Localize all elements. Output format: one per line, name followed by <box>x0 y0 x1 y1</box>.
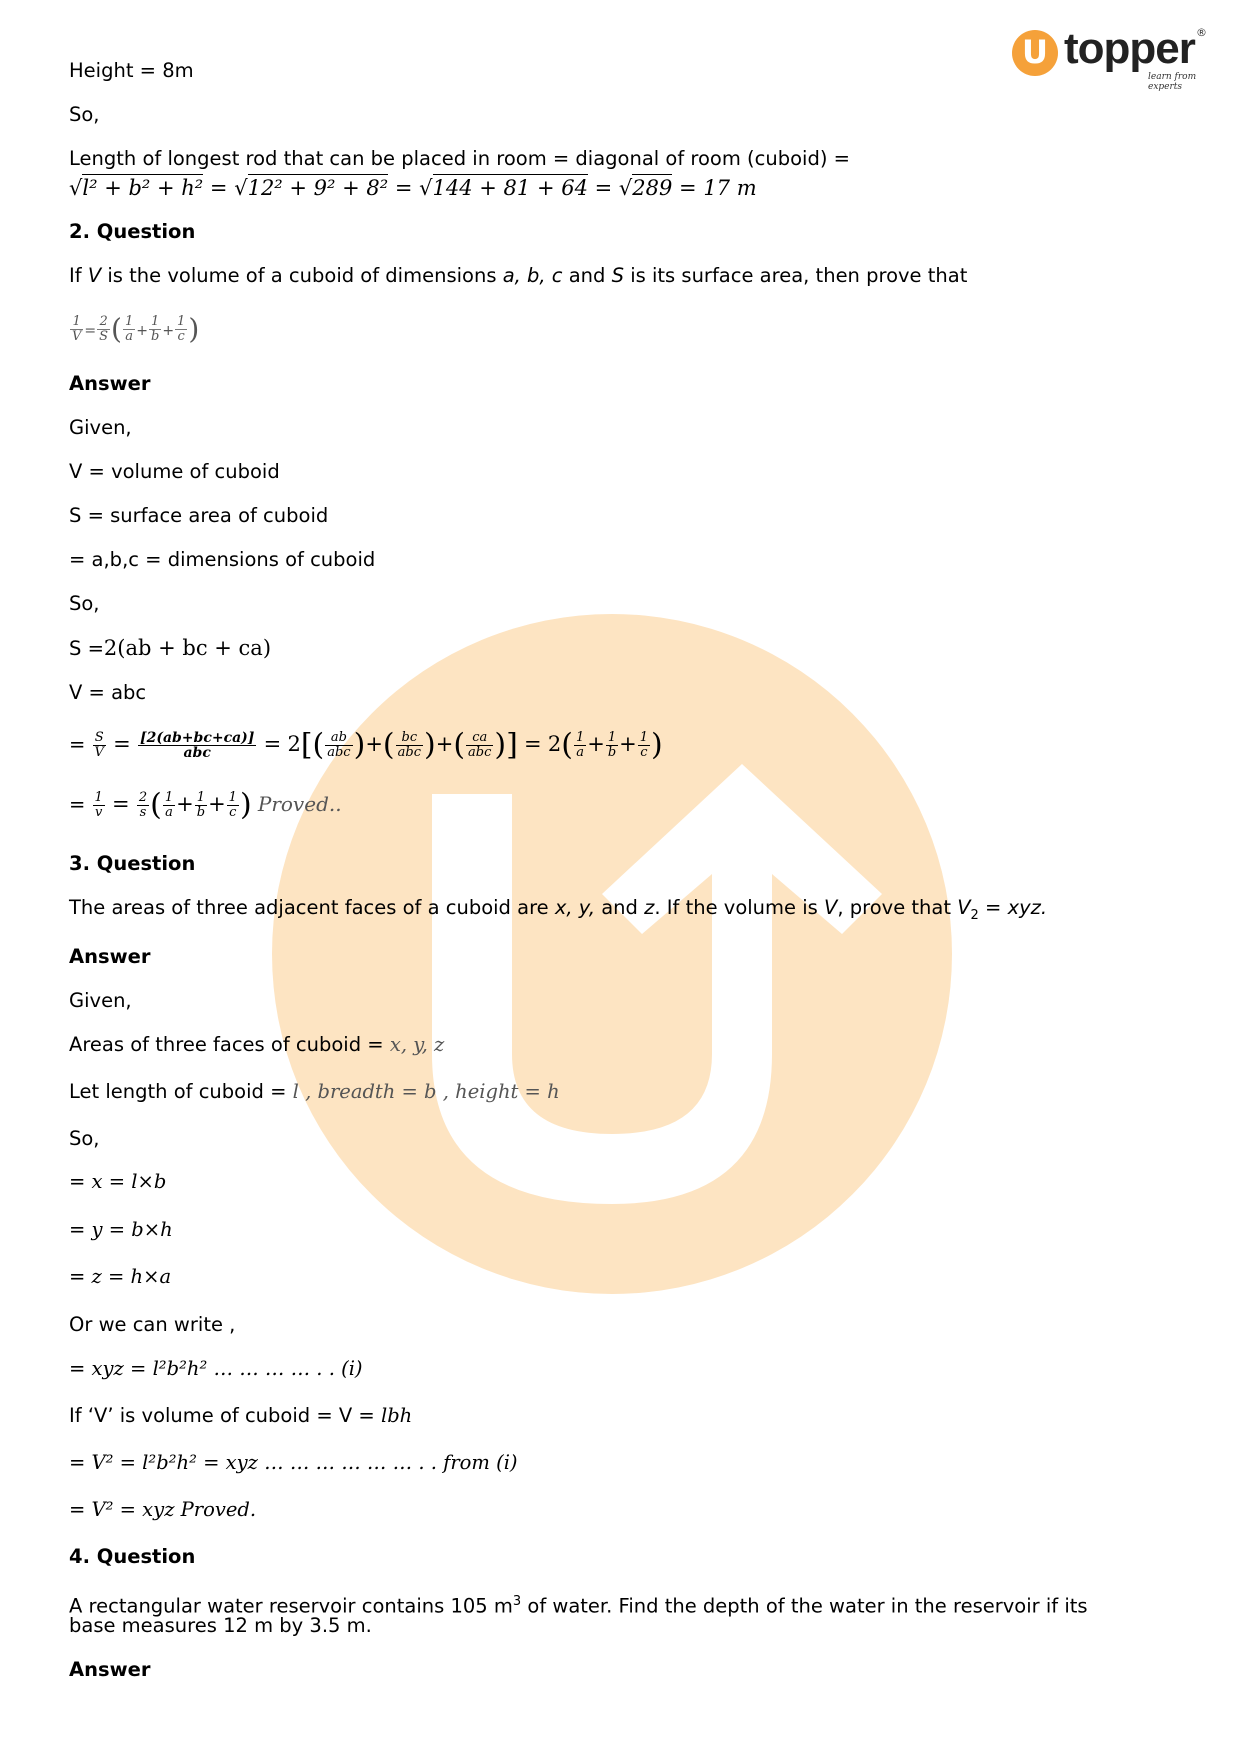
math-op: + <box>365 732 383 756</box>
den: S <box>99 329 109 344</box>
math-op: = <box>69 1265 86 1288</box>
eq-v2-line <box>69 1451 518 1475</box>
fraction <box>70 315 83 344</box>
fraction <box>606 731 618 760</box>
sqrt-sign: √ <box>419 176 433 200</box>
num: ab <box>325 731 352 746</box>
math-op: = <box>587 176 619 200</box>
math-expr: x, y, z <box>389 1033 445 1056</box>
text-run: Let length of cuboid = <box>69 1080 293 1103</box>
q2-text <box>69 264 967 288</box>
var-v: V <box>824 896 838 919</box>
text-run: If <box>69 264 88 287</box>
math-op: = <box>69 793 86 816</box>
sv-equation: = $\frac{S}{V}$ = $\frac{[2(ab+bc+ca)]}{\text{abc}}$ = 2[( $\frac{ab}{\text{abc}}$ )+( $\frac{bc}{\text{abc}}$ )+( $\frac{ca}{\text{abc}}$ )] = 2( $\frac{1}{a}$ + $\frac{1}{b}$ + $\frac{1}{c}$ ) <box>69 727 663 763</box>
text-run: is the volume of a cuboid of dimensions <box>101 264 503 287</box>
math-expr: 2(ab + bc + ca) <box>103 636 272 660</box>
den: c <box>640 745 648 760</box>
num: 1 <box>164 790 174 805</box>
math-op: + <box>208 792 226 816</box>
sqrt-sign: √ <box>69 176 83 200</box>
q3-heading: 3. Question <box>69 852 196 875</box>
sqrt-sign: √ <box>234 176 248 200</box>
math-op: + <box>619 732 637 756</box>
fraction <box>137 791 149 820</box>
math-expr: xyz = l²b²h² … … … … . . (i) <box>91 1357 363 1380</box>
text-run: is its surface area, then prove that <box>624 264 968 287</box>
var-xyz: xyz. <box>1007 896 1048 919</box>
var-v: V <box>87 264 102 287</box>
eq-y-line <box>69 1218 173 1242</box>
fraction <box>466 731 493 760</box>
text-given: Given, <box>69 416 132 439</box>
den: b <box>607 745 617 760</box>
var-abc: a, b, c <box>502 264 563 287</box>
num: 1 <box>177 314 186 329</box>
proved-label: Proved.. <box>257 792 342 816</box>
q4-heading: 4. Question <box>69 1545 196 1568</box>
text-or-write: Or we can write , <box>69 1313 236 1336</box>
math-expr: y = b×h <box>91 1218 173 1241</box>
areas-line <box>69 1033 444 1057</box>
logo-registered-mark: ® <box>1196 26 1207 39</box>
num: 1 <box>639 730 649 745</box>
fraction <box>396 731 423 760</box>
text-longest-rod: Length of longest rod that can be placed in room = diagonal of room (cuboid) = <box>69 147 850 170</box>
text-s-def: S = surface area of cuboid <box>69 504 329 527</box>
math-op: = <box>69 733 86 756</box>
text-run: A rectangular water reservoir contains 105 m <box>69 1594 513 1618</box>
den: b <box>196 805 206 820</box>
num: bc <box>396 731 423 746</box>
q3-text <box>69 896 1047 928</box>
math-expr: l , breadth = b , height = h <box>292 1080 560 1103</box>
num: 1 <box>228 790 237 805</box>
math-term: 12² + 9² + 8² <box>247 176 389 200</box>
num: [2(ab+bc+ca)] <box>139 730 255 746</box>
var-xy: x, y, <box>554 896 596 919</box>
math-op: = <box>84 323 97 339</box>
text-run: . If the volume is <box>654 896 825 919</box>
answer-label: Answer <box>69 1658 151 1681</box>
fraction <box>138 731 256 760</box>
den: V <box>94 745 104 760</box>
den: a <box>576 745 584 760</box>
var-z: z <box>644 896 655 919</box>
math-op: = <box>113 732 131 756</box>
math-op: = <box>69 1357 86 1380</box>
watermark-logo <box>272 614 952 1294</box>
math-op: = <box>203 176 235 200</box>
s-equation <box>69 636 271 661</box>
math-term: 144 + 81 + 64 <box>432 176 588 200</box>
fraction <box>93 791 105 820</box>
q2-formula: $\frac{1}{V}$ = $\frac{2}{S}$ ( $\frac{1}{a}$ + $\frac{1}{b}$ + $\frac{1}{c}$ ) <box>72 312 200 346</box>
math-op: + <box>176 792 194 816</box>
q2-heading: 2. Question <box>69 220 196 243</box>
den: V <box>72 329 82 344</box>
den: a <box>125 329 133 344</box>
num: 1 <box>124 314 134 329</box>
num: S <box>93 731 106 746</box>
num: ca <box>466 731 493 746</box>
sqrt-sign: √ <box>618 176 633 200</box>
fraction <box>175 315 187 344</box>
math-op: = <box>69 1451 86 1474</box>
proved-equation: = $\frac{1}{v}$ = $\frac{2}{s}$ ( $\frac{1}{a}$ + $\frac{1}{b}$ + $\frac{1}{c}$ ) Proved.. <box>69 787 342 823</box>
text-so: So, <box>69 592 100 615</box>
text-run: Areas of three faces of cuboid = <box>69 1033 390 1056</box>
num: 1 <box>606 731 618 746</box>
text-so: So, <box>69 103 100 126</box>
eq-z-line <box>69 1265 171 1289</box>
math-op: = <box>524 732 542 756</box>
logo-brand-text: topper <box>1064 24 1195 73</box>
den: abc <box>327 745 351 760</box>
num: 1 <box>149 315 161 330</box>
fraction <box>325 731 352 760</box>
math-expr: z = h×a <box>91 1265 172 1288</box>
text-run: If ‘V’ is volume of cuboid = V = <box>69 1404 381 1427</box>
text-v-eq: V = abc <box>69 681 147 704</box>
let-line <box>69 1080 560 1104</box>
eq-i-line <box>69 1357 363 1381</box>
math-op: = <box>69 1170 86 1193</box>
math-op: + <box>162 323 175 339</box>
math-op: = <box>388 176 420 200</box>
fraction <box>195 791 207 820</box>
text-run: The areas of three adjacent faces of a cuboid are <box>69 896 555 919</box>
num: 2 <box>138 790 148 805</box>
fraction <box>163 791 175 820</box>
fraction <box>97 315 110 344</box>
q4-text-line2: base measures 12 m by 3.5 m. <box>69 1614 372 1637</box>
if-v-line <box>69 1404 412 1428</box>
math-op: = <box>69 1218 86 1241</box>
var-s: S <box>611 264 625 287</box>
math-coef: 2 <box>287 732 301 756</box>
eq-proved-line <box>69 1498 256 1522</box>
logo-u-letter: U <box>1022 33 1048 71</box>
fraction <box>227 791 239 820</box>
text-v-def: V = volume of cuboid <box>69 460 280 483</box>
math-expr: x = l×b <box>91 1170 167 1193</box>
den: abc <box>183 745 211 761</box>
den: abc <box>397 745 421 760</box>
den: c <box>177 329 185 344</box>
text-run: S = <box>69 637 104 660</box>
text-run: and <box>562 264 612 287</box>
num: 1 <box>70 315 83 330</box>
math-op: = <box>69 1498 86 1521</box>
den: v <box>95 805 103 820</box>
answer-label: Answer <box>69 945 151 968</box>
den: abc <box>468 745 492 760</box>
math-expr: V² = xyz Proved. <box>91 1498 257 1521</box>
math-op: = <box>112 792 130 816</box>
text-height: Height = 8m <box>69 59 194 82</box>
den: a <box>165 805 173 820</box>
fraction <box>149 315 161 344</box>
den: b <box>150 329 160 344</box>
text-run: and <box>595 896 645 919</box>
fraction <box>638 731 650 760</box>
text-so: So, <box>69 1127 100 1150</box>
math-op: = <box>263 732 282 756</box>
den: s <box>139 805 147 820</box>
den: c <box>229 805 237 820</box>
answer-label: Answer <box>69 372 151 395</box>
topper-logo <box>1012 24 1212 90</box>
math-op: + <box>136 323 148 339</box>
num: 2 <box>97 315 110 330</box>
num: 1 <box>195 791 207 806</box>
superscript: 3 <box>512 1594 522 1609</box>
math-expr: V² = l²b²h² = xyz … … … … … … . . from (i) <box>91 1451 518 1474</box>
math-term: 289 <box>632 176 673 200</box>
eq-x-line <box>69 1170 166 1194</box>
text-abc-def: = a,b,c = dimensions of cuboid <box>69 548 376 571</box>
math-diagonal-equation <box>69 176 757 200</box>
text-given: Given, <box>69 989 132 1012</box>
math-op: + <box>435 732 454 756</box>
logo-tagline: learn from experts <box>1148 72 1197 92</box>
fraction <box>574 731 586 760</box>
text-run: = <box>978 896 1008 919</box>
math-coef: 2 <box>547 732 562 756</box>
watermark-u-arrow-icon <box>272 614 952 1294</box>
math-expr: lbh <box>380 1404 413 1427</box>
num: 1 <box>94 790 103 805</box>
num: 1 <box>575 730 585 745</box>
fraction <box>123 315 135 344</box>
fraction <box>93 731 106 760</box>
text-run: of water. Find the depth of the water in the reservoir if its <box>521 1594 1088 1618</box>
text-run: , prove that <box>837 896 958 919</box>
math-op: + <box>587 732 605 756</box>
subscript: 2 <box>970 907 979 923</box>
math-result: = 17 m <box>672 176 757 200</box>
var-v: V <box>957 896 971 919</box>
math-term: l² + b² + h² <box>82 176 204 200</box>
